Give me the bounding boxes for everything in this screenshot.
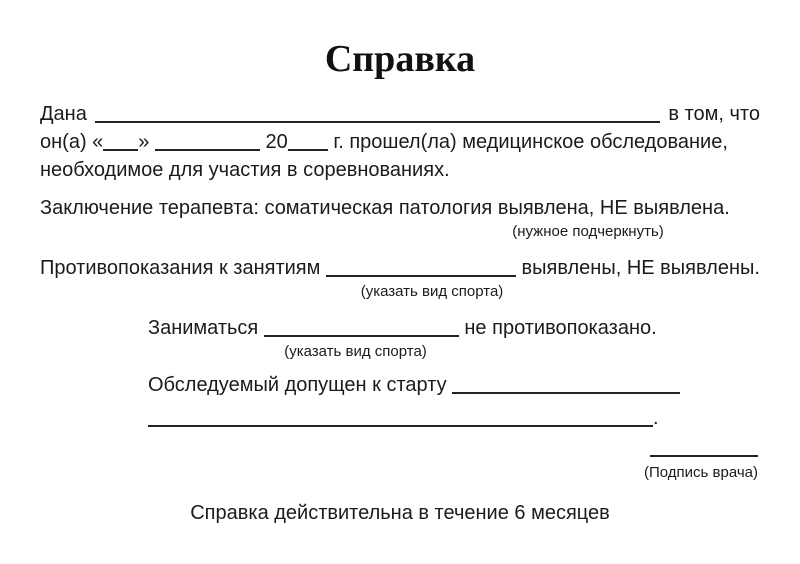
blank-start-event-continuation [148,411,653,427]
contraindications-line [40,254,760,282]
therapist-conclusion-text: Заключение терапевта: соматическая патология выявлена, НЕ выявлена. [40,197,730,219]
blank-start-event [452,378,680,394]
blank-doctor-signature [650,449,758,457]
blank-year [288,135,328,151]
intro-exam-text-2: необходимое для участия в соревнованиях. [40,159,450,181]
intro-line-1 [40,100,760,128]
intro-given-prefix: Дана [40,103,87,125]
sport-type-note-1: (указать вид спорта) [360,283,504,300]
validity-statement: Справка действительна в течение 6 месяцев [190,502,610,524]
permission-line [40,314,760,342]
blank-sport-type-2 [264,321,459,337]
therapist-conclusion-line [40,194,760,222]
admission-continuation-line [40,404,760,432]
contraindications-suffix: выявлены, НЕ выявлены. [521,257,760,279]
document-title: Справка [324,38,476,80]
underline-note: (нужное подчеркнуть) [512,223,664,240]
intro-year-prefix: 20 [265,131,288,153]
admission-line-end: . [653,407,659,429]
intro-line-3 [40,156,760,184]
permission-suffix: не противопоказано. [464,317,657,339]
admission-line [40,371,760,399]
intro-given-suffix: в том, что [668,103,760,125]
blank-recipient-name [95,107,661,123]
intro-line-2 [40,128,760,156]
contraindications-prefix: Противопоказания к занятиям [40,257,321,279]
intro-date-close-quote: » [138,131,150,153]
blank-sport-type-1 [326,261,516,277]
admission-prefix: Обследуемый допущен к старту [148,374,447,396]
permission-prefix: Заниматься [148,317,259,339]
sport-type-note-2: (указать вид спорта) [284,343,427,360]
blank-day [103,135,138,151]
intro-date-prefix: он(а) « [40,131,104,153]
signature-block [40,440,760,483]
blank-month [155,135,260,151]
intro-exam-text: г. прошел(ла) медицинское обследование, [333,131,728,153]
doctor-signature-note: (Подпись врача) [643,464,758,481]
